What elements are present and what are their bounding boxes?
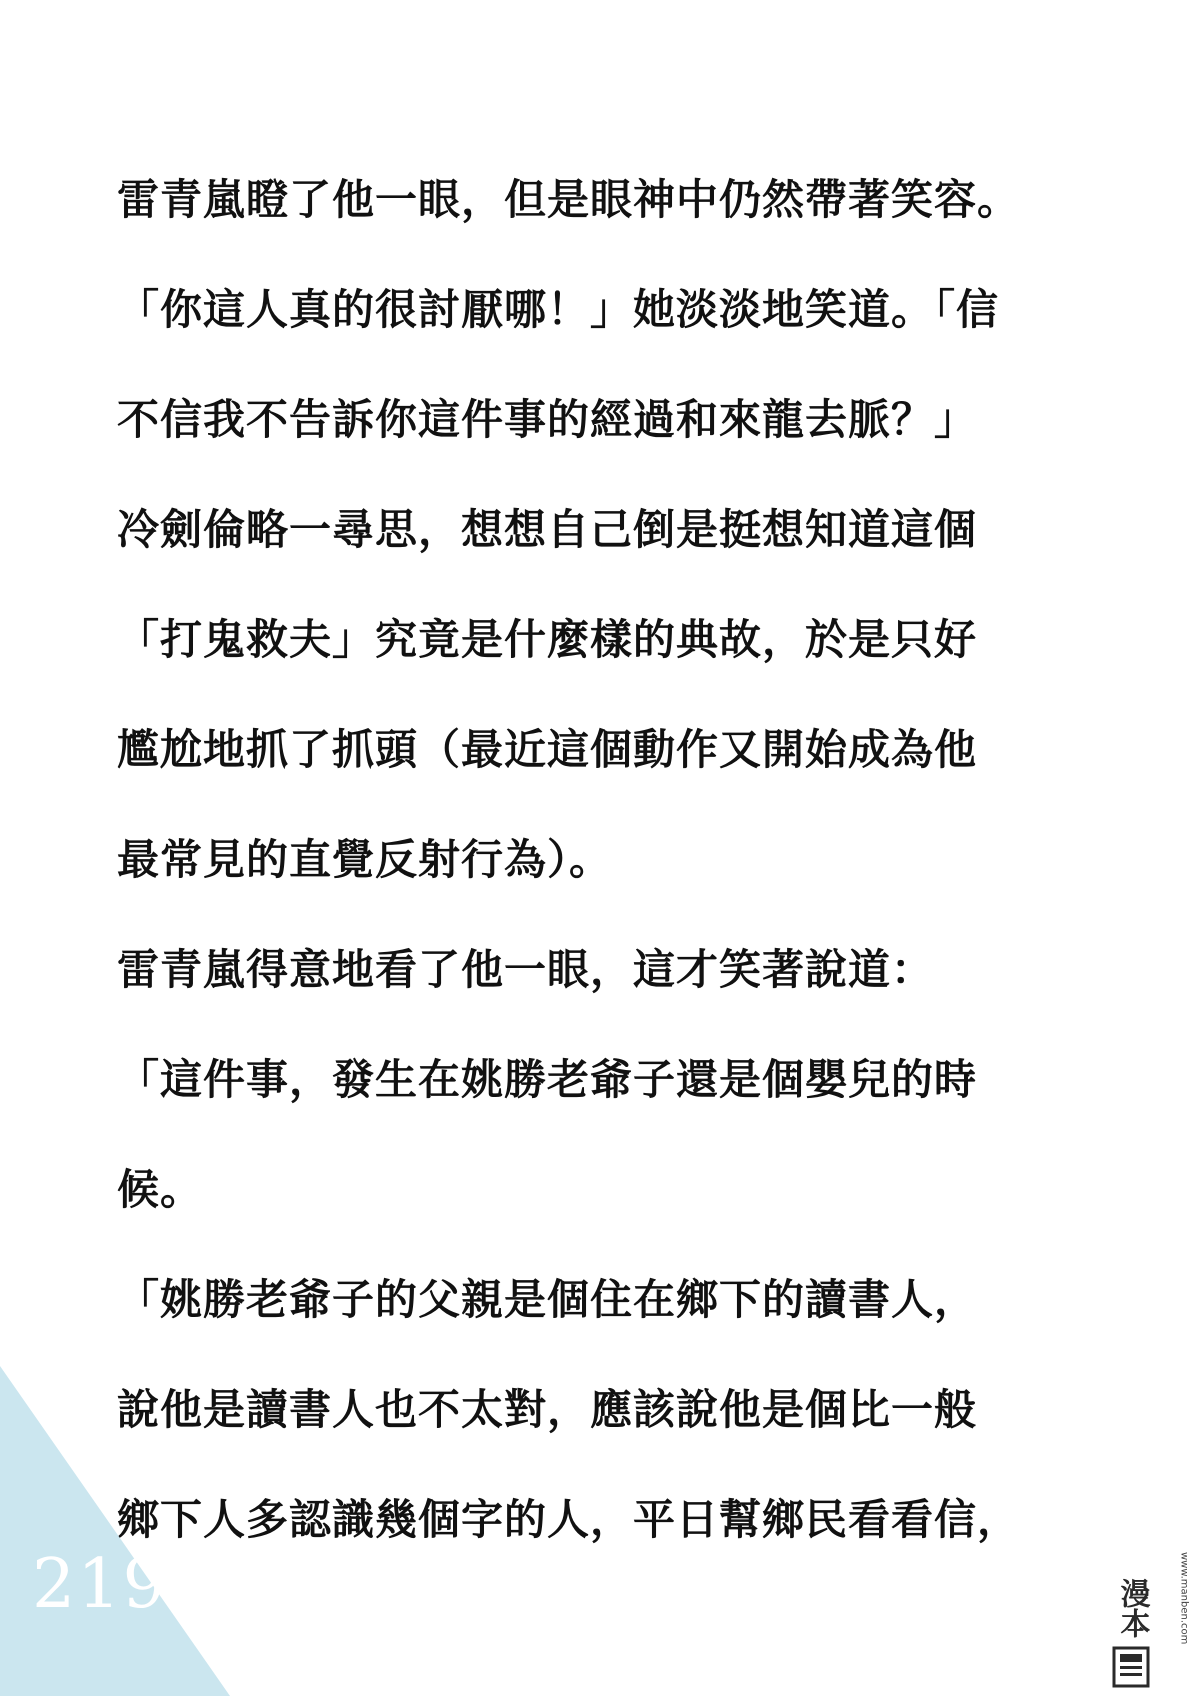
text-line-2: 「你這人真的很討厭哪！」她淡淡地笑道。「信 xyxy=(117,285,1000,334)
text-line-3: 不信我不告訴你這件事的經過和來龍去脈？」 xyxy=(117,395,978,444)
text-line-1: 雷青嵐瞪了他一眼，但是眼神中仍然帶著笑容。 xyxy=(117,175,1021,224)
text-line-11: 「姚勝老爺子的父親是個住在鄉下的讀書人， xyxy=(117,1275,978,1324)
text-line-8: 雷青嵐得意地看了他一眼，這才笑著說道： xyxy=(117,945,935,994)
text-line-12: 說他是讀書人也不太對，應該說他是個比一般 xyxy=(117,1385,978,1434)
text-line-9: 「這件事，發生在姚勝老爺子還是個嬰兒的時 xyxy=(117,1055,978,1104)
text-line-7: 最常見的直覺反射行為）。 xyxy=(117,835,613,884)
watermark-brand-text: 漫本 xyxy=(1114,1578,1150,1638)
text-line-4: 冷劍倫略一尋思，想想自己倒是挺想知道這個 xyxy=(117,505,978,554)
watermark-url-text: www.manben.com xyxy=(1178,1552,1190,1645)
text-line-13: 鄉下人多認識幾個字的人，平日幫鄉民看看信， xyxy=(117,1495,1021,1544)
manben-logo-icon xyxy=(1112,1548,1194,1688)
text-line-10: 候。 xyxy=(117,1165,204,1214)
page-number: 219 xyxy=(32,1545,168,1624)
text-line-6: 尷尬地抓了抓頭（最近這個動作又開始成為他 xyxy=(117,725,978,774)
body-text xyxy=(117,172,1097,1602)
text-line-5: 「打鬼救夫」究竟是什麼樣的典故，於是只好 xyxy=(117,615,978,664)
corner-triangle-decoration xyxy=(0,1366,230,1696)
